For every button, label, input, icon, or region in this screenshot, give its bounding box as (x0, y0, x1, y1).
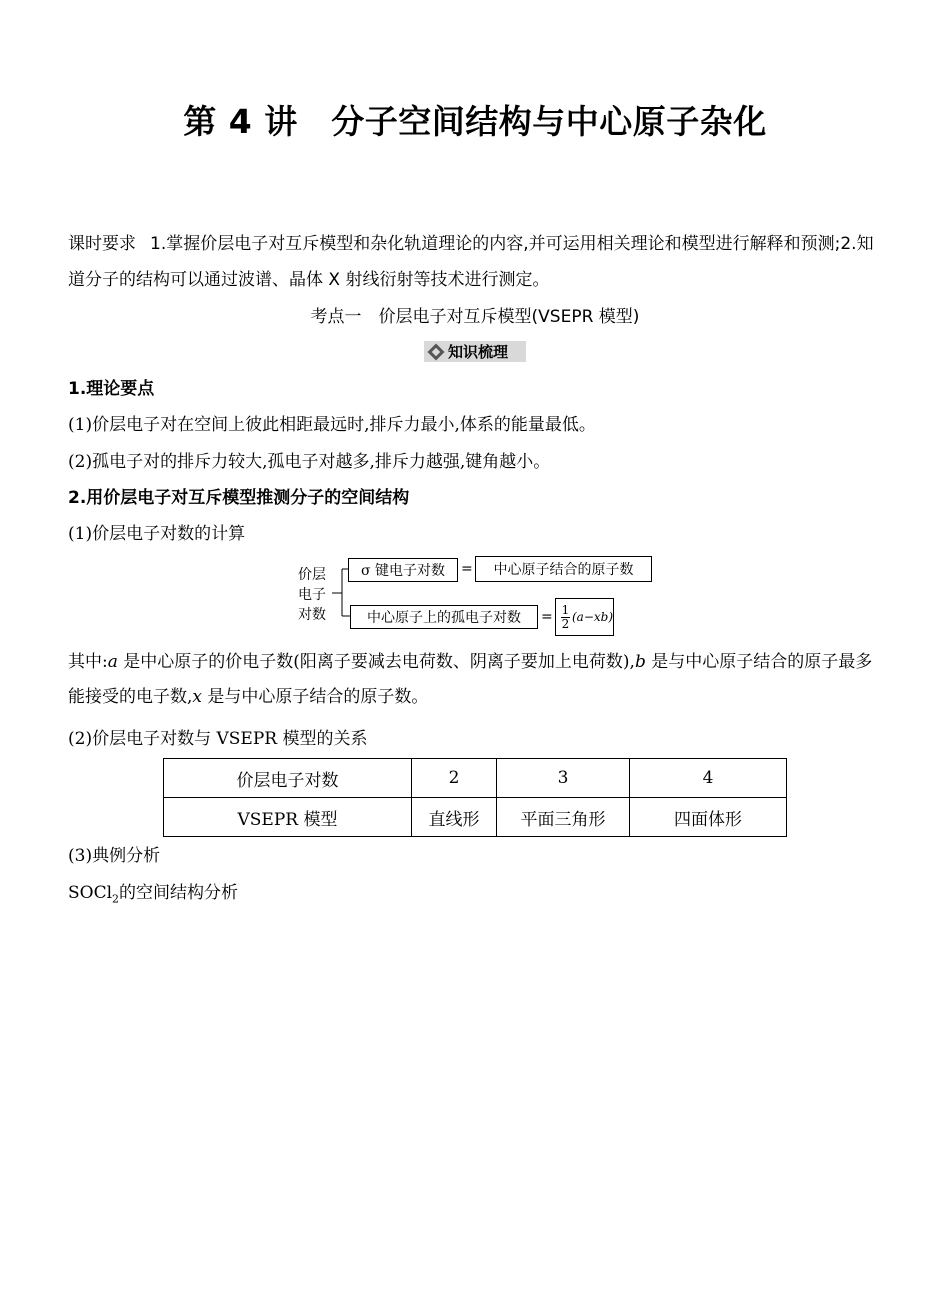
equals-sign-1: = (461, 561, 473, 577)
badge-label: 知识梳理 (448, 343, 509, 361)
theory-point-1: (1)价层电子对在空间上彼此相距最远时,排斥力最小,体系的能量最低。 (68, 415, 596, 435)
predict-sub-1: (1)价层电子对数的计算 (68, 524, 246, 544)
electron-pair-diagram (290, 552, 670, 642)
lone-pairs-box: 中心原子上的孤电子对数 (350, 605, 538, 629)
diagram-label-2: 电子 (298, 587, 326, 603)
var-x: x (192, 687, 202, 707)
table-row (164, 759, 787, 798)
socl2-subscript: 2 (112, 892, 120, 906)
sigma-pairs-box: σ 键电子对数 (348, 558, 458, 582)
fraction-numerator: 1 (561, 602, 570, 617)
page-title: 第 4 讲 分子空间结构与中心原子杂化 (183, 102, 767, 141)
relation-heading: (2)价层电子对数与 VSEPR 模型的关系 (68, 729, 368, 749)
fraction-expression: (a−xb) (572, 610, 614, 624)
table-cell: 直线形 (412, 798, 497, 837)
fraction-half (561, 604, 570, 631)
table-cell: 3 (497, 759, 630, 798)
example-heading: (3)典例分析 (68, 846, 161, 866)
var-a: a (107, 652, 118, 672)
table-cell: 2 (412, 759, 497, 798)
theory-point-2: (2)孤电子对的排斥力较大,孤电子对越多,排斥力越强,键角越小。 (68, 452, 551, 472)
explanation-text-4: 是与中心原子结合的原子数。 (202, 687, 429, 707)
fraction-denominator: 2 (561, 616, 570, 631)
sigma-result-box: 中心原子结合的原子数 (475, 556, 652, 582)
formula-box (555, 598, 614, 636)
table-cell: 4 (630, 759, 787, 798)
explanation-paragraph (68, 645, 888, 715)
knowledge-badge (424, 341, 526, 362)
explanation-text-2: 是中心原子的价电子数(阳离子要减去电荷数、阴离子要加上电荷数), (117, 652, 635, 672)
explanation-text-3: 是与中心原子结合的原子最多能接受的电子数, (68, 652, 873, 707)
var-b: b (634, 652, 646, 672)
table-cell: 四面体形 (630, 798, 787, 837)
explanation-text-1: 其中: (68, 652, 108, 672)
socl2-formula: SOCl (68, 883, 113, 903)
theory-heading: 1.理论要点 (68, 379, 155, 399)
requirements-label: 课时要求 (68, 234, 136, 254)
lesson-requirements (68, 226, 888, 298)
table-row (164, 798, 787, 837)
diagram-label-1: 价层 (298, 567, 326, 583)
socl2-rest: 的空间结构分析 (119, 883, 239, 903)
equals-sign-2: = (541, 609, 553, 625)
table-cell: VSEPR 模型 (164, 798, 412, 837)
diagram-label-3: 对数 (298, 607, 326, 623)
diamond-icon (428, 343, 445, 360)
section-title: 考点一 价层电子对互斥模型(VSEPR 模型) (310, 307, 640, 327)
socl2-line (68, 878, 238, 905)
table-cell: 平面三角形 (497, 798, 630, 837)
table-cell: 价层电子对数 (164, 759, 412, 798)
requirements-text: 1.掌握价层电子对互斥模型和杂化轨道理论的内容,并可运用相关理论和模型进行解释和预测;2.知道分子的结构可以通过波谱、晶体 X 射线衍射等技术进行测定。 (68, 234, 874, 290)
predict-heading: 2.用价层电子对互斥模型推测分子的空间结构 (68, 488, 410, 508)
vsepr-table (163, 758, 787, 837)
